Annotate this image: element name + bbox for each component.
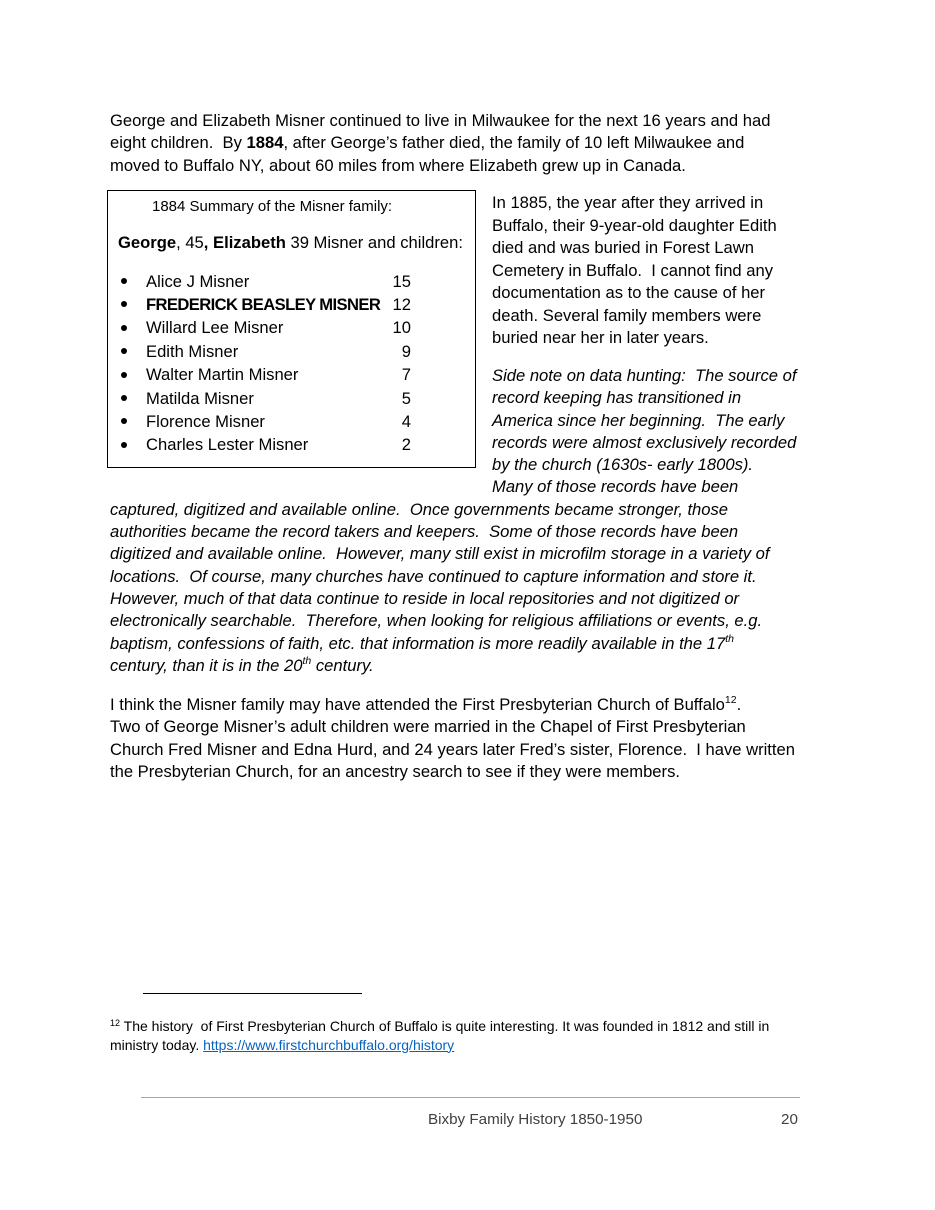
church-text: the Presbyterian Church, for an ancestry search to see if they were members. (110, 761, 680, 781)
edith-text: Buffalo, their 9-year-old daughter Edith (492, 215, 777, 235)
footnote-link[interactable]: https://www.firstchurchbuffalo.org/history (203, 1036, 455, 1053)
church-text: Church Fred Misner and Edna Hurd, and 24 years later Fred’s sister, Florence. I have written (110, 739, 795, 759)
side-note-text: century. (311, 655, 374, 675)
intro-text: , after George’s father died, the family of 10 left Milwaukee and (283, 133, 745, 153)
side-note-text: century, than it is in the 20 (110, 655, 303, 675)
edith-line (492, 237, 777, 260)
ordinal-superscript: th (302, 654, 312, 667)
church-text: Two of George Misner’s adult children were married in the Chapel of First Presbyterian (110, 717, 746, 737)
page-number: 20 (781, 1111, 798, 1128)
ordinal-superscript: th (725, 632, 734, 645)
bullet-icon (121, 325, 127, 331)
side-note-line (110, 655, 796, 677)
child-name: Charles Lester Misner (146, 435, 309, 455)
side-note-text: records were almost exclusively recorded (492, 432, 797, 452)
child-age: 2 (401, 435, 411, 455)
child-list-item (108, 316, 475, 339)
side-note-line (110, 566, 796, 588)
child-name: Walter Martin Misner (146, 365, 299, 385)
bullet-icon (121, 278, 127, 284)
edith-line (492, 282, 777, 305)
side-note-text: authorities became the record takers and keepers. Some of those records have been (110, 522, 739, 542)
intro-text: George and Elizabeth Misner continued to live in Milwaukee for the next 16 years and had (110, 111, 771, 130)
child-age: 7 (401, 365, 411, 385)
side-note-text: locations. Of course, many churches have continued to capture information and store it. (110, 566, 757, 586)
side-note-text: Many of those records have been (492, 477, 739, 497)
edith-text: died and was buried in Forest Lawn (492, 238, 754, 257)
intro-text: moved to Buffalo NY, about 60 miles from where Elizabeth grew up in Canada. (110, 155, 686, 175)
child-list-item (108, 340, 475, 363)
side-note-line (110, 499, 796, 521)
edith-paragraph (492, 192, 777, 350)
church-text: . (736, 695, 742, 714)
side-note-line (110, 543, 796, 565)
side-note-text: America since her beginning. The early (492, 410, 785, 430)
footnote-separator (143, 993, 362, 994)
intro-line (110, 110, 770, 132)
side-note-line (110, 610, 796, 632)
child-name: Willard Lee Misner (146, 318, 284, 338)
side-note-paragraph (110, 365, 796, 677)
footnote-line (110, 1017, 769, 1036)
edith-line (492, 215, 777, 238)
intro-paragraph (110, 110, 770, 177)
child-name: Matilda Misner (146, 388, 254, 408)
footnote-text: The history of First Presbyterian Church of Buffalo is quite interesting. It was founded in 1812 and still in (120, 1017, 770, 1034)
child-age: 15 (392, 271, 411, 291)
side-note-text: by the church (1630s- early 1800s). (492, 455, 754, 475)
footnote-line (110, 1036, 769, 1055)
intro-text: eight children. By (110, 133, 247, 153)
edith-line (492, 327, 777, 350)
footnote (110, 1017, 769, 1055)
parents-text: 39 Misner and children: (285, 233, 463, 252)
footnote-marker: 12 (110, 1017, 121, 1028)
church-line (110, 739, 795, 761)
child-name: Florence Misner (146, 411, 265, 431)
side-note-line (492, 410, 796, 432)
side-note-text: record keeping has transitioned in (492, 388, 742, 408)
side-note-line (492, 432, 796, 454)
side-note-text: However, much of that data continue to reside in local repositories and not digitized or (110, 588, 740, 608)
side-note-text: digitized and available online. However, many still exist in microfilm storage in a variety of (110, 544, 770, 564)
side-note-text: Side note on data hunting: The source of (492, 366, 797, 385)
footer-title: Bixby Family History 1850-1950 (428, 1111, 643, 1128)
child-age: 9 (401, 341, 411, 361)
edith-line (492, 260, 777, 283)
side-note-line (492, 365, 796, 387)
edith-text: death. Several family members were (492, 305, 762, 325)
intro-line (110, 155, 770, 177)
church-line (110, 761, 795, 783)
edith-text: Cemetery in Buffalo. I cannot find any (492, 260, 774, 280)
side-note-line (110, 633, 796, 655)
edith-line (492, 305, 777, 328)
year-1884: 1884 (246, 133, 284, 153)
edith-text: buried near her in later years. (492, 328, 709, 347)
church-line (110, 694, 795, 716)
side-note-text: electronically searchable. Therefore, when looking for religious affiliations or events, e.g. (110, 611, 763, 631)
edith-line (492, 192, 777, 215)
child-list-item (108, 270, 475, 293)
footnote-text: ministry today. (110, 1036, 204, 1053)
church-line (110, 716, 795, 738)
side-note-line (110, 521, 796, 543)
side-note-line (110, 588, 796, 610)
church-text: I think the Misner family may have attended the First Presbyterian Church of Buffalo (110, 695, 725, 714)
child-age: 4 (401, 411, 411, 431)
footer-rule (141, 1097, 800, 1098)
child-name: Alice J Misner (146, 271, 250, 291)
intro-line (110, 132, 770, 154)
edith-text: In 1885, the year after they arrived in (492, 193, 764, 212)
side-note-line (492, 476, 796, 498)
child-age: 12 (392, 294, 411, 314)
father-age: , 45 (176, 233, 204, 252)
child-name: Edith Misner (146, 341, 239, 361)
mother-name: , Elizabeth (203, 233, 286, 252)
side-note-line (492, 454, 796, 476)
parents-line (118, 232, 463, 254)
footnote-reference: 12 (724, 694, 737, 706)
father-name: George (118, 233, 177, 252)
family-summary-caption: 1884 Summary of the Misner family: (152, 198, 393, 215)
child-age: 5 (401, 388, 411, 408)
side-note-text: baptism, confessions of faith, etc. that information is more readily available in the 17 (110, 633, 726, 653)
child-age: 10 (392, 318, 411, 338)
side-note-line (492, 387, 796, 409)
edith-text: documentation as to the cause of her (492, 283, 766, 302)
church-paragraph (110, 694, 795, 783)
bullet-icon (121, 301, 127, 307)
side-note-text: captured, digitized and available online. Once governments became stronger, those (110, 499, 729, 519)
child-name: FREDERICK BEASLEY MISNER (146, 294, 381, 314)
child-list-item (108, 293, 475, 316)
bullet-icon (121, 348, 127, 354)
